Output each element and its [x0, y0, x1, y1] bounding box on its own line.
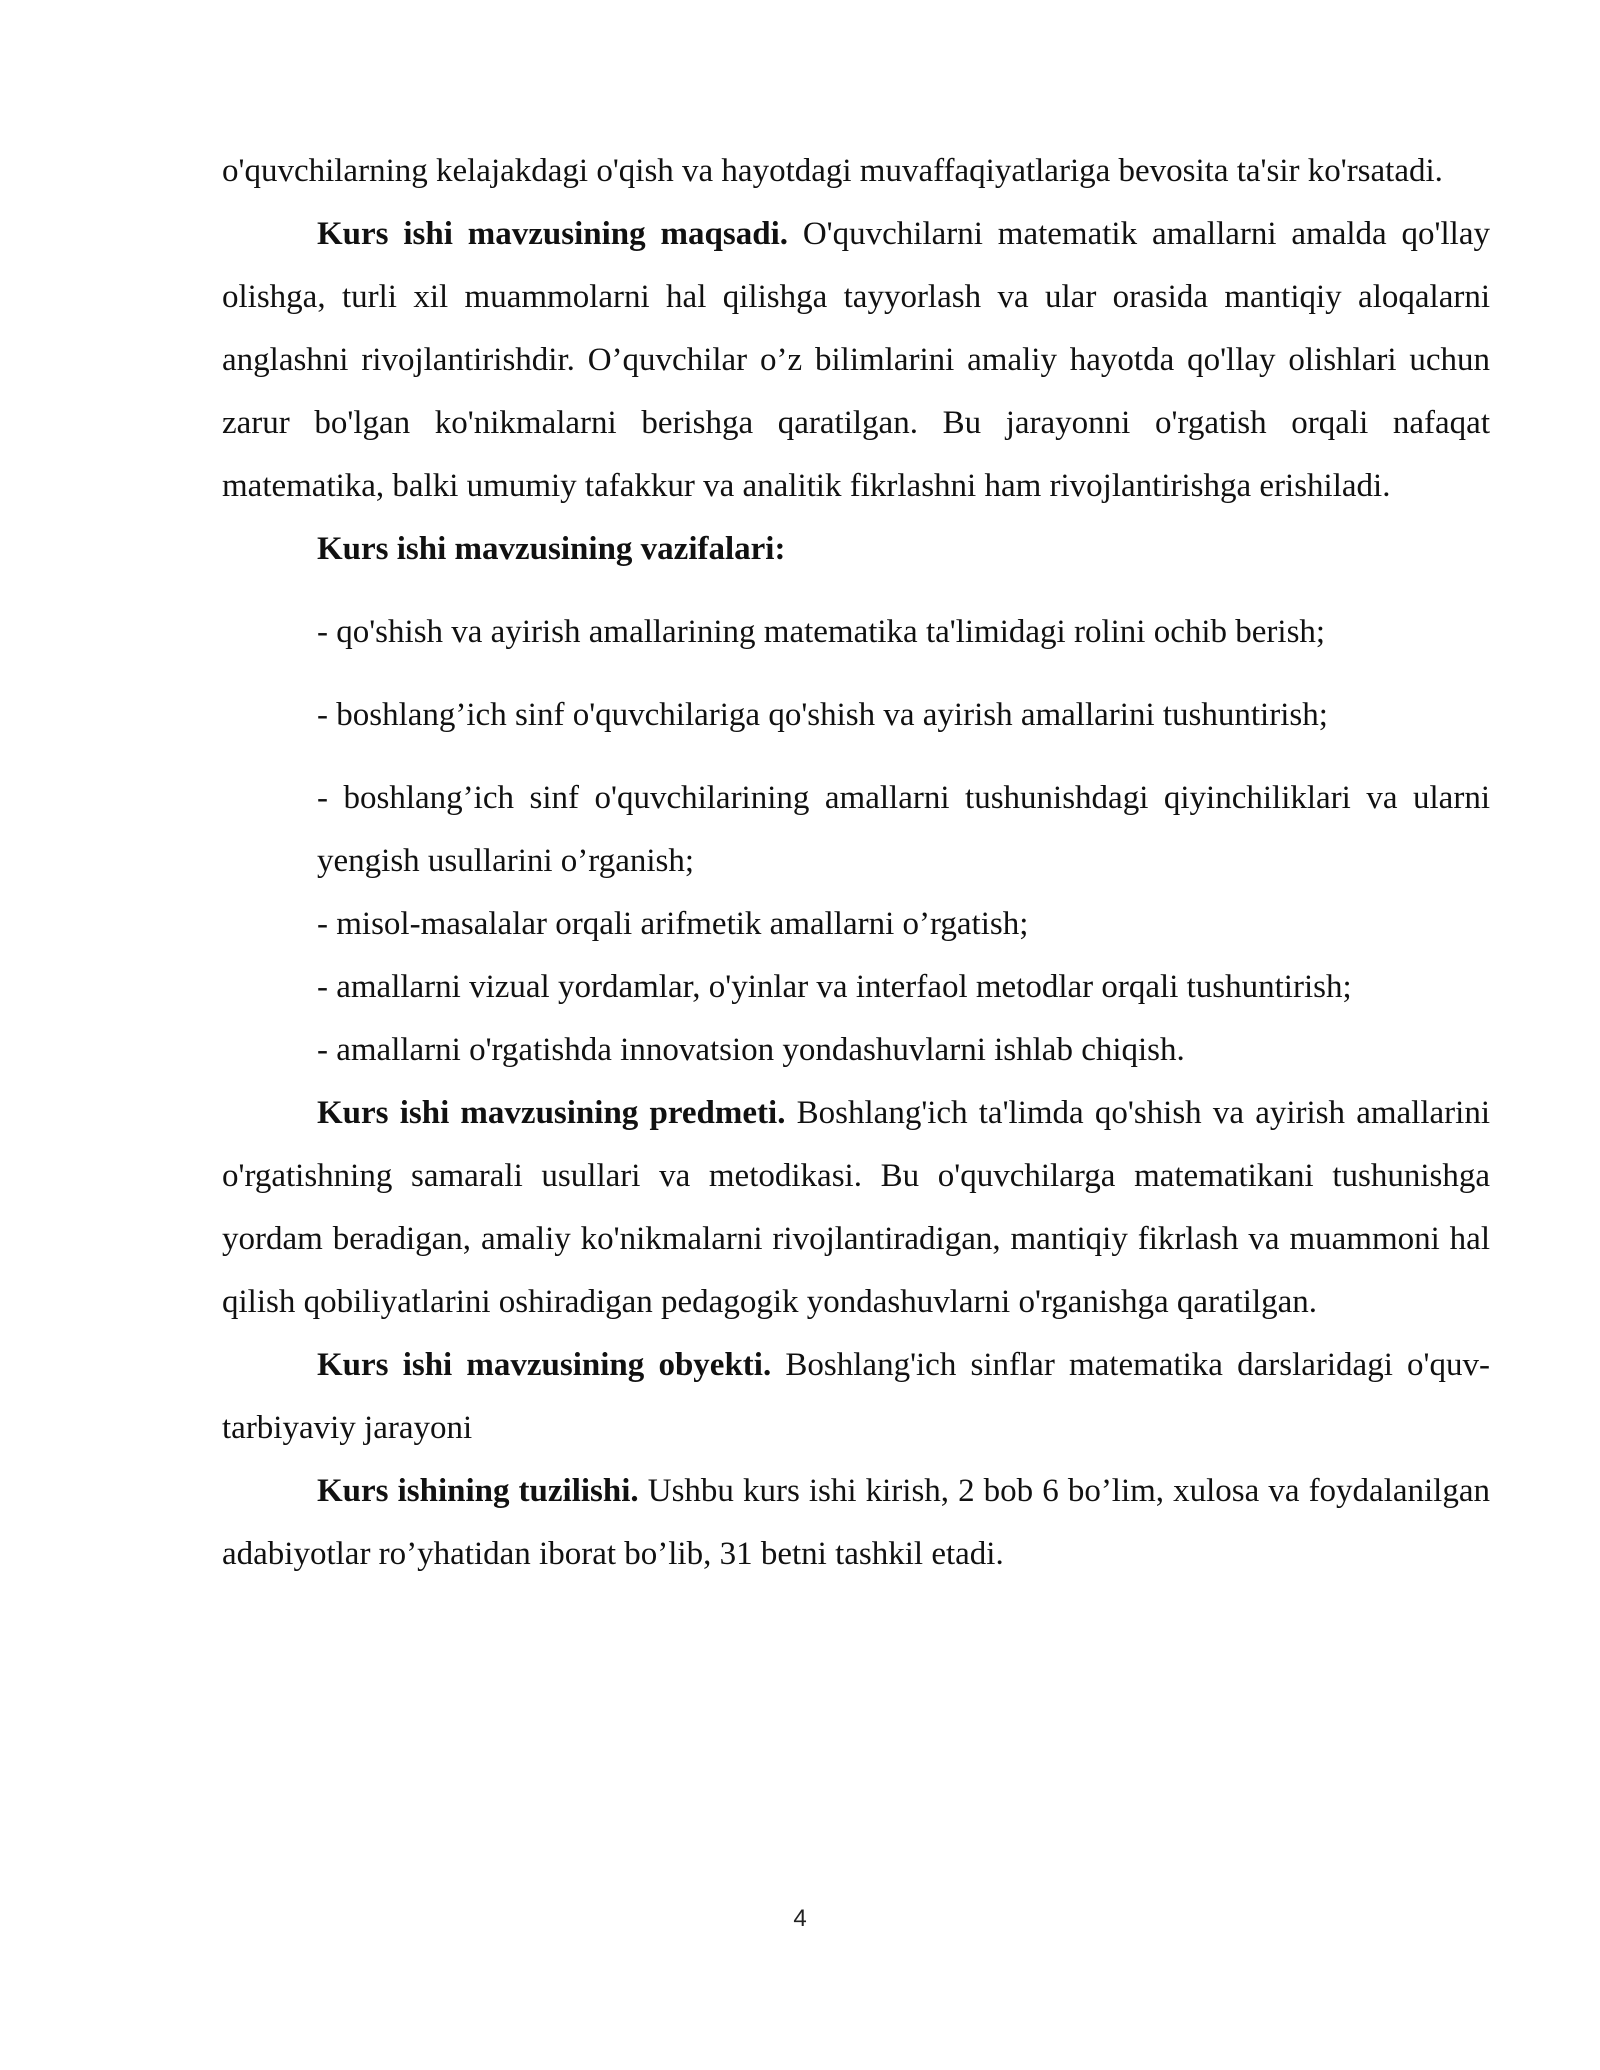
- task-item: - misol-masalalar orqali arifmetik amallarni o’rgatish;: [317, 906, 1029, 942]
- structure-paragraph: [222, 1460, 1490, 1586]
- subject-paragraph: [222, 1082, 1490, 1334]
- goal-text: O'quvchilarni matematik amallarni amalda qo'llay olishga, turli xil muammolarni hal qilishga tayyorlash va ular orasida mantiqiy aloqalarni anglashni rivojlantirishdir. O’quvchilar o’z bilimlarini amaliy hayotda qo'llay olishlari uchun zarur bo'lgan ko'nikmalarni berishga qaratilgan. Bu jarayonni o'rgatish orqali nafaqat matematika, balki umumiy tafakkur va analitik fikrlashni ham rivojlantirishga erishiladi.: [222, 216, 1490, 504]
- object-heading: Kurs ishi mavzusining obyekti.: [317, 1347, 772, 1383]
- structure-text: Ushbu kurs ishi kirish, 2 bob 6 bo’lim, xulosa va foydalanilgan adabiyotlar ro’yhatidan iborat bo’lib, 31 betni tashkil etadi.: [222, 1473, 1491, 1572]
- subject-heading: Kurs ishi mavzusining predmeti.: [317, 1095, 786, 1131]
- task-item: - boshlang’ich sinf o'quvchilariga qo'shish va ayirish amallarini tushuntirish;: [317, 697, 1328, 733]
- page-number: 4: [793, 1905, 807, 1932]
- goal-paragraph: [222, 203, 1490, 518]
- intro-continuation-paragraph: o'quvchilarning kelajakdagi o'qish va hayotdagi muvaffaqiyatlariga bevosita ta'sir ko'rsatadi.: [222, 153, 1443, 189]
- tasks-heading: Kurs ishi mavzusining vazifalari:: [317, 531, 786, 567]
- task-item: - amallarni o'rgatishda innovatsion yondashuvlarni ishlab chiqish.: [317, 1032, 1185, 1068]
- task-item: - qo'shish va ayirish amallarining matematika ta'limidagi rolini ochib berish;: [317, 614, 1326, 650]
- structure-heading: Kurs ishining tuzilishi.: [317, 1473, 639, 1509]
- task-item: - amallarni vizual yordamlar, o'yinlar va interfaol metodlar orqali tushuntirish;: [317, 969, 1352, 1005]
- tasks-heading-paragraph: [222, 518, 1490, 581]
- page-content: [222, 140, 1490, 1586]
- task-item: - boshlang’ich sinf o'quvchilarining amallarni tushunishdagi qiyinchiliklari va ularni yengish usullarini o’rganish;: [317, 780, 1490, 879]
- subject-text: Boshlang'ich ta'limda qo'shish va ayirish amallarini o'rgatishning samarali usullari va metodikasi. Bu o'quvchilarga matematikani tushunishga yordam beradigan, amaliy ko'nikmalarni rivojlantiradigan, mantiqiy fikrlash va muammoni hal qilish qobiliyatlarini oshiradigan pedagogik yondashuvlarni o'rganishga qaratilgan.: [222, 1095, 1490, 1320]
- object-paragraph: [222, 1334, 1490, 1460]
- object-text: Boshlang'ich sinflar matematika darslaridagi o'quv-tarbiyaviy jarayoni: [222, 1347, 1490, 1446]
- goal-heading: Kurs ishi mavzusining maqsadi.: [317, 216, 788, 252]
